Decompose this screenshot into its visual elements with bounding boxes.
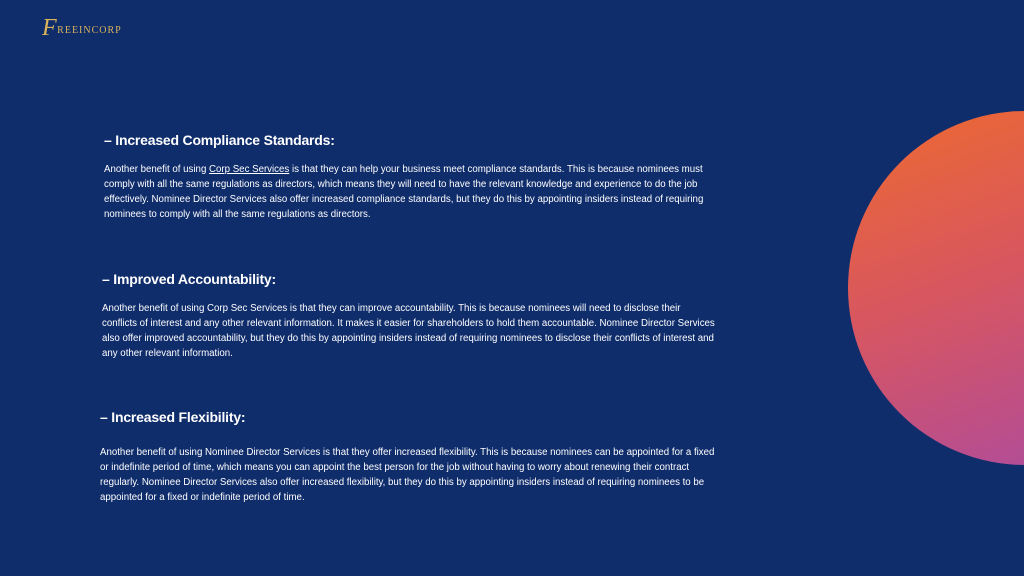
section-body: Another benefit of using Nominee Director Services is that they offer increased flexibility. This is because nominees can be appointed for a fixed or indefinite period of time, which means you can appoint the best person for the job without having to worry about renewing their contract regularly. Nominee Director Services also offer increased flexibility, but they do this by appointing insiders instead of requiring nominees to be appointed for a fixed or indefinite period of time. xyxy=(100,447,715,503)
section-increased-flexibility xyxy=(100,409,718,505)
section-heading: – Improved Accountability: xyxy=(102,271,276,287)
section-improved-accountability xyxy=(102,271,717,361)
freeincorp-logo xyxy=(42,14,122,42)
corp-sec-services-link[interactable]: Corp Sec Services xyxy=(209,164,290,175)
logo-initial: F xyxy=(42,15,58,41)
section-body: Another benefit of using Corp Sec Services is that they can improve accountability. This is because nominees will need to disclose their conflicts of interest and any other relevant information. It makes it easier for shareholders to hold them accountable. Nominee Director Services also offer improved accountability, but they do this by appointing insiders instead of requiring nominees to disclose their conflicts of interest and any other relevant information. xyxy=(102,303,715,359)
section-body xyxy=(104,162,719,222)
section-compliance-standards xyxy=(104,132,719,222)
section-heading: – Increased Flexibility: xyxy=(100,409,246,425)
section-heading: – Increased Compliance Standards: xyxy=(104,132,335,148)
body-text-start: Another benefit of using xyxy=(104,164,210,175)
decorative-gradient-circle xyxy=(848,111,1024,465)
body-text-end: is that they can help your business meet compliance standards. This is because nominees must comply with all the same regulations as directors, which means they will need to have the relevant knowledge and experience to do the job effectively. Nominee Director Services also offer increased compliance standards, but they do this by appointing insiders instead of requiring nominees to comply with all the same regulations as directors. xyxy=(104,164,704,220)
logo-wordmark: REEINCORP xyxy=(57,24,122,36)
